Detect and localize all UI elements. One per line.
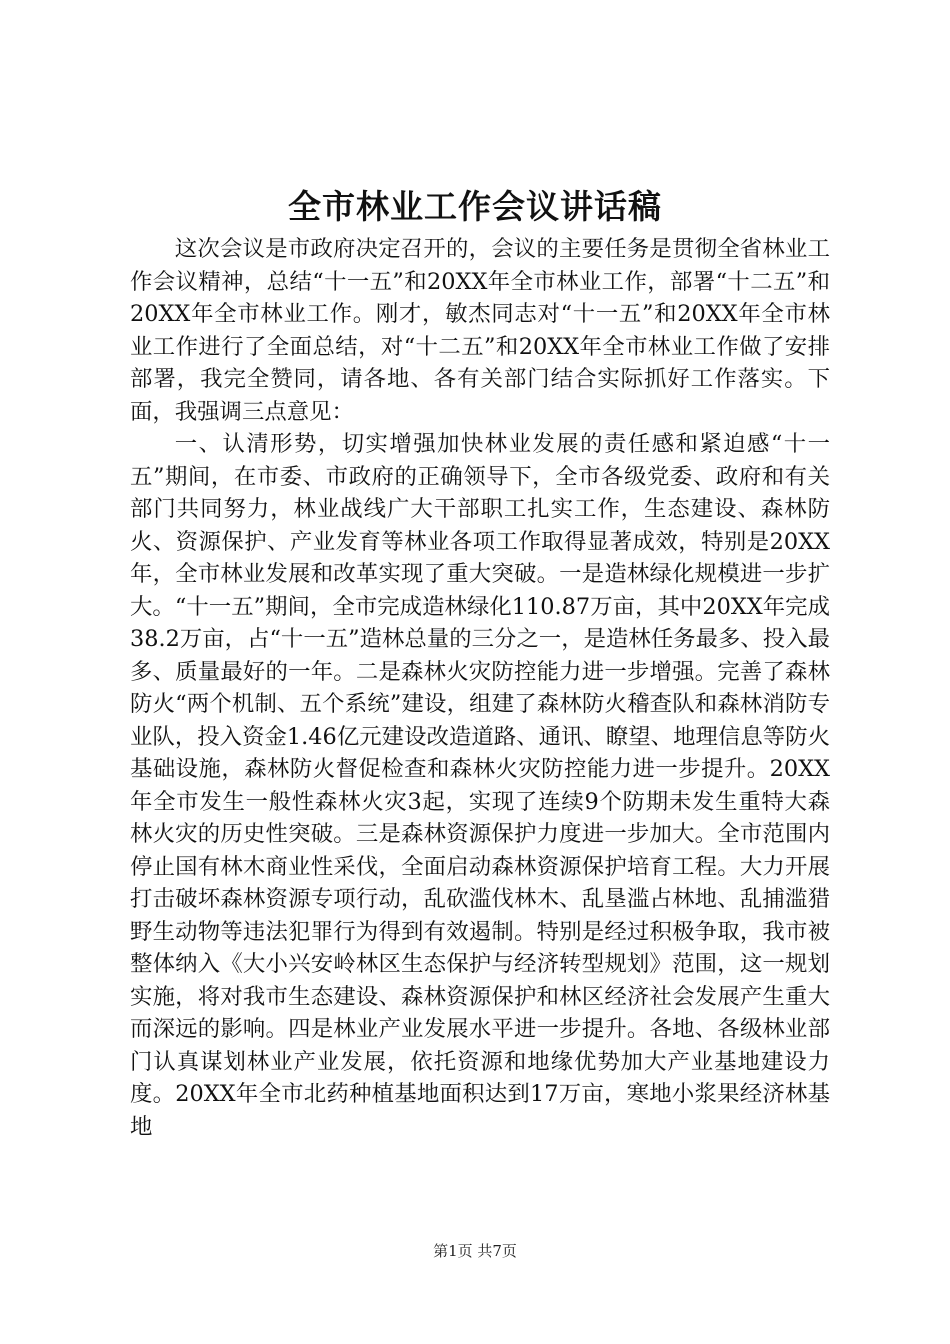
page-number-footer: 第1页 共7页 — [433, 1242, 517, 1260]
document-title: 全市林业工作会议讲话稿 — [288, 187, 662, 226]
paragraph-section-one: 一、认清形势，切实增强加快林业发展的责任感和紧迫感“十一五”期间，在市委、市政府的正确领导下，全市各级党委、政府和有关部门共同努力，林业战线广大干部职工扎实工作，生态建设、森林防火、资源保护、产业发育等林业各项工作取得显著成效，特别是20XX年，全市林业发展和改革实现了重大突破。一是造林绿化规模进一步扩大。“十一五”期间，全市完成造林绿化110.87万亩，其中20XX年完成38.2万亩，占“十一五”造林总量的三分之一，是造林任务最多、投入最多、质量最好的一年。二是森林火灾防控能力进一步增强。完善了森林防火“两个机制、五个系统”建设，组建了森林防火稽查队和森林消防专业队，投入资金1.46亿元建设改造道路、通讯、瞭望、地理信息等防火基础设施，森林防火督促检查和森林火灾防控能力进一步提升。20XX年全市发生一般性森林火灾3起，实现了连续9个防期未发生重特大森林火灾的历史性突破。三是森林资源保护力度进一步加大。全市范围内停止国有林木商业性采伐，全面启动森林资源保护培育工程。大力开展打击破坏森林资源专项行动，乱砍滥伐林木、乱垦滥占林地、乱捕滥猎野生动物等违法犯罪行为得到有效遏制。特别是经过积极争取，我市被整体纳入《大小兴安岭林区生态保护与经济转型规划》范围，这一规划实施，将对我市生态建设、森林资源保护和林区经济社会发展产生重大而深远的影响。四是林业产业发展水平进一步提升。各地、各级林业部门认真谋划林业产业发展，依托资源和地缘优势加大产业基地建设力度。20XX年全市北药种植基地面积达到17万亩，寒地小浆果经济林基地 — [130, 431, 830, 1140]
paragraph-intro: 这次会议是市政府决定召开的，会议的主要任务是贯彻全省林业工作会议精神，总结“十一五”和20XX年全市林业工作，部署“十二五”和20XX年全市林业工作。刚才，敏杰同志对“十一五”和20XX年全市林业工作进行了全面总结，对“十二五”和20XX年全市林业工作做了安排部署，我完全赞同，请各地、各有关部门结合实际抓好工作落实。下面，我强调三点意见： — [130, 236, 830, 425]
document-body — [130, 233, 830, 1143]
